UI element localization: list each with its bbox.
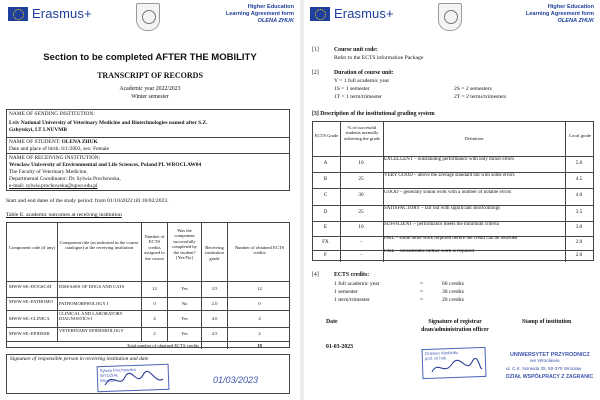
sending-institution-label: NAME OF SENDING INSTITUTION: <box>9 111 95 117</box>
col-header-completed: Was the component successfully completed by the student? [Yes/No] <box>172 228 197 261</box>
footer-date-label: Date <box>326 319 338 325</box>
grade-row-3-definition: GOOD – generally sound work with a number of notable errors <box>384 189 512 195</box>
stamp-name: Sylwia Prochowska <box>99 366 136 374</box>
form-title-line1: Higher Education <box>547 4 594 10</box>
sending-institution-line2: Gzhytskyi, LT LNUVMB <box>9 127 67 133</box>
signature-date: 01/03/2023 <box>213 375 259 385</box>
academic-year: Academic year 2022/2023 <box>119 86 181 92</box>
receiving-coordinator: Departmental Coordinator: Dr. Sylwia Prochowska, <box>9 176 121 182</box>
row3-completed: Yes <box>181 316 188 321</box>
row4-grade: 4.5 <box>211 331 218 336</box>
university-crest-icon <box>136 3 160 31</box>
form-title-line2: Learning Agreement form <box>525 10 594 17</box>
row2-completed: No <box>181 301 188 306</box>
row3-obtained: 4 <box>258 316 261 321</box>
col-header-grade: Receiving institution grade <box>205 245 224 261</box>
grade-row-1-local: 5.0 <box>575 159 583 166</box>
grade-row-4-local: 3.5 <box>575 208 583 215</box>
row2-obtained: 0 <box>258 301 261 306</box>
credits-semester-value: 30 credits <box>442 289 464 295</box>
section1-num: [1] <box>312 47 319 53</box>
col-header-title: Component title (as indicated in the course catalogue) at the receiving institution <box>59 240 139 251</box>
duration-year: Y = 1 full academic year <box>334 78 390 84</box>
page-header-2 <box>304 0 600 34</box>
page-header <box>0 0 300 34</box>
signature-scribble-icon <box>103 369 165 391</box>
grade-row-4-ects: D <box>323 208 328 215</box>
receiving-institution-label: NAME OF RECEIVING INSTITUTION: <box>9 155 101 161</box>
stamp-line2: WYDZIAŁ <box>99 372 119 379</box>
grade-row-5-definition: SUFFICIENT – performance meets the minimum criteria <box>384 221 499 227</box>
row4-ects: 2 <box>153 331 156 336</box>
registrar-stamp-line2: prof. dr hab. <box>424 355 448 362</box>
eu-flag-icon <box>310 7 330 21</box>
registrar-stamp-line1: Dziekan Wydziału <box>424 349 458 357</box>
grade-header-local: Local grade <box>569 133 591 138</box>
credits-term-label: 1 term/trimester <box>334 297 370 303</box>
academic-outcomes-table <box>6 222 290 348</box>
row4-completed: Yes <box>181 331 188 336</box>
receiving-institution-line2: The Faculty of Veterinary Medicine, <box>9 169 88 175</box>
credits-year-eq: = <box>420 281 424 287</box>
duration-2t: 2T = 2 terms/trimesters <box>454 94 507 100</box>
grade-row-3-percent: 30 <box>358 192 364 199</box>
institution-info-box <box>6 109 290 191</box>
credits-semester-label: 1 semester <box>334 289 358 295</box>
row4-code: MWW-SE>EPIDEMI <box>9 331 50 336</box>
signature-box <box>6 354 290 394</box>
sending-institution-line1: Lviv National University of Veterinary Medicine and Biotechnologies named after S.Z. <box>9 120 208 126</box>
footer-stamp-label: Stamp of institution <box>522 319 572 325</box>
form-title <box>190 4 294 24</box>
form-title-line2: Learning Agreement form <box>225 10 294 17</box>
row4-title: VETERINARY EPIDEMIOLOGY <box>59 328 124 333</box>
university-crest-icon <box>438 3 462 31</box>
credits-semester-eq: = <box>420 289 424 295</box>
grade-row-7-definition: FAIL – considerable further work is required <box>384 249 474 254</box>
row1-title: DISEASES OF DOGS AND CATS <box>59 284 125 289</box>
grade-row-6-percent: - <box>360 238 362 245</box>
section4-num: [4] <box>312 272 319 278</box>
credits-term-eq: = <box>420 297 424 303</box>
grade-header-percent: % of successful students normally achieving the grade <box>344 125 380 141</box>
row3-ects: 4 <box>153 316 156 321</box>
duration-1s: 1S = 1 semester <box>334 86 370 92</box>
row1-completed: Yes <box>181 286 188 291</box>
receiving-email: e-mail: sylwia.prochowska@upwr.edu.pl <box>9 183 98 189</box>
section1-text: Refer to the ECTS information Package <box>334 55 424 61</box>
institution-stamp-line2: we Wrocławiu <box>530 359 560 364</box>
student-birth: Date and place of birth: 6/1/2003, sex: Female <box>9 146 109 152</box>
row2-ects: 0 <box>153 301 156 306</box>
page-grading-info <box>304 0 600 400</box>
row4-obtained: 2 <box>258 331 261 336</box>
section-banner: Section to be completed AFTER THE MOBILITY <box>43 52 257 63</box>
footer-signature-label: Signature of registrar <box>428 319 482 325</box>
receiving-institution-line1: Wroclaw University of Environmental and Life Sciences, Poland PL WROCLAW04 <box>9 162 202 168</box>
registrar-signature-icon <box>430 358 484 378</box>
grade-row-3-local: 4.0 <box>575 192 583 199</box>
section2-title: Duration of course unit: <box>334 70 394 76</box>
col-header-code: Component code (if any) <box>8 245 56 250</box>
total-label: Total number of obtained ECTS credits <box>126 342 199 348</box>
section3-title: [3] Description of the institutional grading system <box>312 111 435 117</box>
grade-row-2-local: 4.5 <box>575 175 583 182</box>
row3-code: MWW-SE>CLINICA <box>9 316 50 321</box>
row1-code: MWW-SE>DOGSCAT <box>9 284 53 289</box>
grade-row-5-percent: 10 <box>358 224 364 231</box>
table-e-title: Table E: academic outcomes at receiving institution <box>6 212 122 218</box>
total-value: 18 <box>257 342 262 348</box>
row1-ects: 12 <box>152 286 157 291</box>
erasmus-logo: Erasmus+ <box>334 6 394 21</box>
erasmus-logo: Erasmus+ <box>32 6 92 21</box>
form-title-line1: Higher Education <box>247 4 294 10</box>
row1-grade: 3.5 <box>211 286 218 291</box>
duration-2s: 2S = 2 semesters <box>454 86 492 92</box>
institution-stamp-line1: UNIWERSYTET PRZYRODNICZ <box>510 352 590 358</box>
student-name: OLENA ZHUK <box>61 139 98 145</box>
col-header-obtained: Number of obtained ECTS credits <box>234 245 285 256</box>
grade-row-4-definition: SATISFACTORY – fair but with significant shortcomings <box>384 206 501 211</box>
section1-title: Course unit code: <box>334 47 378 53</box>
grade-row-6-ects: FX <box>322 238 329 245</box>
row3-grade: 4.0 <box>211 316 218 321</box>
col-header-ects: Number of ECTS credits assigned to the course <box>144 234 165 261</box>
row2-title: PATHOMORPHOLOGY I <box>59 301 109 306</box>
grade-row-2-percent: 25 <box>358 175 364 182</box>
row2-grade: 2.0 <box>211 301 218 306</box>
grade-row-3-ects: C <box>323 192 328 199</box>
student-name-header: OLENA ZHUK <box>257 17 294 24</box>
row1-obtained: 12 <box>257 286 262 291</box>
grade-header-ects: ECTS Grade <box>314 133 339 138</box>
study-period: Start and end dates of the study period: from 01/10/2022 till 18/02/2023. <box>6 198 169 204</box>
document-title: TRANSCRIPT OF RECORDS <box>97 71 203 80</box>
grade-row-7-percent: - <box>360 251 362 258</box>
institution-stamp-line4: DZIAŁ WSPÓŁPRACY Z ZAGRANIC <box>506 374 594 380</box>
credits-term-value: 20 credits <box>442 297 464 303</box>
grade-row-6-local: 2.0 <box>575 238 583 245</box>
grade-header-definition: Definition <box>464 136 484 141</box>
grade-row-2-ects: B <box>323 175 328 182</box>
semester: Winter semester <box>131 94 169 100</box>
footer-date: 01-03-2023 <box>326 344 354 350</box>
grade-row-5-ects: E <box>323 224 328 231</box>
institution-stamp-line3: ul. C.K. Norwida 25, 50-375 Wrocław <box>506 366 582 371</box>
grade-row-7-ects: F <box>324 251 327 258</box>
stamp-line3: Wrocław <box>99 378 117 384</box>
student-label: NAME OF STUDENT: OLENA ZHUK <box>9 139 98 145</box>
footer-signature-sublabel: dean/administration officer <box>421 327 489 333</box>
row2-code: MWW-SE>PATHOMO <box>9 299 53 304</box>
row3-title: CLINICAL AND LABORATORY DIAGNOSTICS I <box>59 311 123 322</box>
grade-row-2-definition: VERY GOOD – above the average standard but with some errors <box>384 173 515 178</box>
credits-year-value: 60 credits <box>442 281 464 287</box>
form-title <box>490 4 594 24</box>
section2-num: [2] <box>312 70 319 76</box>
grade-row-7-local: 2.0 <box>575 251 583 258</box>
grade-row-6-definition: FAIL – some more work required before the credit can be awarded <box>384 236 518 241</box>
grade-row-1-percent: 10 <box>358 159 364 166</box>
grade-row-1-definition: EXCELLENT – outstanding performance with only minor errors <box>384 157 515 162</box>
grade-row-1-ects: A <box>323 159 328 166</box>
section4-title: ECTS credits: <box>334 272 370 278</box>
eu-flag-icon <box>8 7 28 21</box>
credits-year-label: 1 full academic year <box>334 281 380 287</box>
signature-label: Signature of responsible person in receiving institution and date <box>10 356 149 362</box>
grade-row-5-local: 3.0 <box>575 224 583 231</box>
student-name-header: OLENA ZHUK <box>557 17 594 24</box>
grade-row-4-percent: 25 <box>358 208 364 215</box>
duration-1t: 1T = 1 term/trimester <box>334 94 382 100</box>
